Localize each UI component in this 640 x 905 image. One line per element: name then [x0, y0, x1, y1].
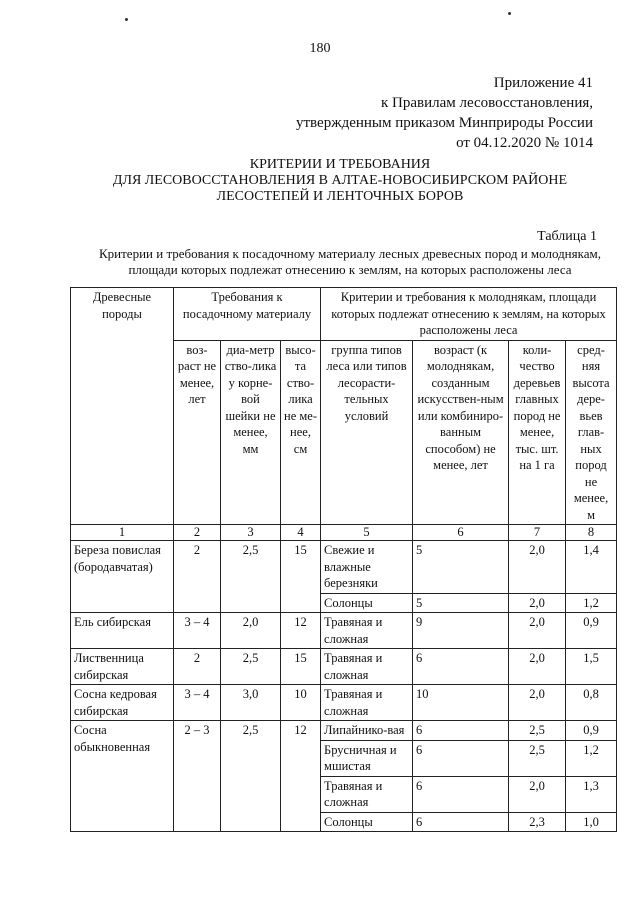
diameter-cell: 3,0 — [221, 685, 281, 721]
scan-dot — [125, 18, 128, 21]
age-cell: 3 – 4 — [174, 613, 221, 649]
table-row — [71, 685, 617, 721]
table-label: Таблица 1 — [537, 229, 597, 244]
age-cell: 2 – 3 — [174, 721, 221, 832]
average-height-cell: 1,2 — [566, 740, 617, 776]
height-cell: 15 — [281, 541, 321, 613]
average-height-cell: 0,9 — [566, 721, 617, 741]
appendix-block — [296, 73, 593, 153]
tree-count-cell: 2,3 — [509, 812, 566, 832]
forest-type-cell: Травяная и сложная — [321, 613, 413, 649]
tree-count-cell: 2,0 — [509, 613, 566, 649]
table-caption — [60, 246, 640, 278]
average-height-cell: 1,5 — [566, 649, 617, 685]
table-row — [71, 613, 617, 649]
forest-type-cell: Свежие и влажные березняки — [321, 541, 413, 594]
title-line: ЛЕСОСТЕПЕЙ И ЛЕНТОЧНЫХ БОРОВ — [216, 189, 464, 204]
diameter-cell: 2,5 — [221, 541, 281, 613]
column-number: 7 — [509, 525, 566, 541]
young-age-cell: 6 — [413, 721, 509, 741]
scan-dot — [508, 12, 511, 15]
average-height-cell: 0,9 — [566, 613, 617, 649]
tree-count-cell: 2,0 — [509, 593, 566, 613]
average-height-cell: 1,2 — [566, 593, 617, 613]
header-young-age: возраст (к молоднякам, созданным искусствен-ным или комбиниро-ванным способом) не менее, лет — [413, 340, 509, 525]
column-number-row — [71, 525, 617, 541]
species-cell: Ель сибирская — [71, 613, 174, 649]
page-number: 180 — [309, 41, 331, 56]
column-number: 5 — [321, 525, 413, 541]
header-tree-count: коли-чество деревьев главных пород не менее, тыс. шт. на 1 га — [509, 340, 566, 525]
young-age-cell: 6 — [413, 776, 509, 812]
criteria-table — [70, 287, 617, 832]
tree-count-cell: 2,5 — [509, 740, 566, 776]
average-height-cell: 1,0 — [566, 812, 617, 832]
forest-type-cell: Солонцы — [321, 593, 413, 613]
table-row — [71, 721, 617, 741]
young-age-cell: 9 — [413, 613, 509, 649]
forest-type-cell: Травяная и сложная — [321, 776, 413, 812]
header-species: Древесные породы — [71, 288, 174, 525]
height-cell: 12 — [281, 613, 321, 649]
header-average-height: сред-няя высота дере-вьев глав-ных пород не менее, м — [566, 340, 617, 525]
species-cell: Сосна обыкновенная — [71, 721, 174, 832]
appendix-line: Приложение 41 — [493, 75, 593, 91]
caption-line: площади которых подлежат отнесению к землям, на которых расположены леса — [128, 262, 572, 277]
diameter-cell: 2,5 — [221, 649, 281, 685]
column-number: 4 — [281, 525, 321, 541]
species-cell: Береза повислая (бородавчатая) — [71, 541, 174, 613]
header-height: высо-та ство-лика не ме-нее, см — [281, 340, 321, 525]
age-cell: 2 — [174, 649, 221, 685]
average-height-cell: 0,8 — [566, 685, 617, 721]
diameter-cell: 2,5 — [221, 721, 281, 832]
young-age-cell: 6 — [413, 812, 509, 832]
age-cell: 3 – 4 — [174, 685, 221, 721]
average-height-cell: 1,3 — [566, 776, 617, 812]
height-cell: 15 — [281, 649, 321, 685]
title-line: ДЛЯ ЛЕСОВОССТАНОВЛЕНИЯ В АЛТАЕ-НОВОСИБИРСКОМ РАЙОНЕ — [112, 173, 568, 188]
caption-line: Критерии и требования к посадочному материалу лесных древесных пород и молоднякам, — [99, 246, 601, 261]
title-line: КРИТЕРИИ И ТРЕБОВАНИЯ — [249, 157, 431, 172]
document-title — [0, 157, 640, 205]
column-number: 3 — [221, 525, 281, 541]
column-number: 8 — [566, 525, 617, 541]
forest-type-cell: Травяная и сложная — [321, 685, 413, 721]
average-height-cell: 1,4 — [566, 541, 617, 594]
young-age-cell: 6 — [413, 649, 509, 685]
table-row — [71, 541, 617, 594]
forest-type-cell: Брусничная и мшистая — [321, 740, 413, 776]
header-forest-type: группа типов леса или типов лесорасти-тельных условий — [321, 340, 413, 525]
header-planting-material: Требования к посадочному материалу — [174, 288, 321, 341]
young-age-cell: 6 — [413, 740, 509, 776]
tree-count-cell: 2,0 — [509, 541, 566, 594]
tree-count-cell: 2,5 — [509, 721, 566, 741]
forest-type-cell: Солонцы — [321, 812, 413, 832]
table-row — [71, 649, 617, 685]
header-young-stands: Критерии и требования к молоднякам, площади которых подлежат отнесению к землям, на которых расположены леса — [321, 288, 617, 341]
height-cell: 12 — [281, 721, 321, 832]
tree-count-cell: 2,0 — [509, 649, 566, 685]
tree-count-cell: 2,0 — [509, 776, 566, 812]
column-number: 2 — [174, 525, 221, 541]
header-diameter: диа-метр ство-лика у корне-вой шейки не менее, мм — [221, 340, 281, 525]
height-cell: 10 — [281, 685, 321, 721]
appendix-line: от 04.12.2020 № 1014 — [456, 135, 593, 151]
tree-count-cell: 2,0 — [509, 685, 566, 721]
species-cell: Сосна кедровая сибирская — [71, 685, 174, 721]
young-age-cell: 5 — [413, 593, 509, 613]
species-cell: Лиственница сибирская — [71, 649, 174, 685]
diameter-cell: 2,0 — [221, 613, 281, 649]
appendix-line: к Правилам лесовосстановления, — [380, 95, 593, 111]
forest-type-cell: Травяная и сложная — [321, 649, 413, 685]
table-header-row — [71, 288, 617, 341]
forest-type-cell: Липайнико-вая — [321, 721, 413, 741]
young-age-cell: 5 — [413, 541, 509, 594]
column-number: 6 — [413, 525, 509, 541]
age-cell: 2 — [174, 541, 221, 613]
appendix-line: утвержденным приказом Минприроды России — [296, 115, 593, 131]
header-age: воз-раст не менее, лет — [174, 340, 221, 525]
column-number: 1 — [71, 525, 174, 541]
young-age-cell: 10 — [413, 685, 509, 721]
